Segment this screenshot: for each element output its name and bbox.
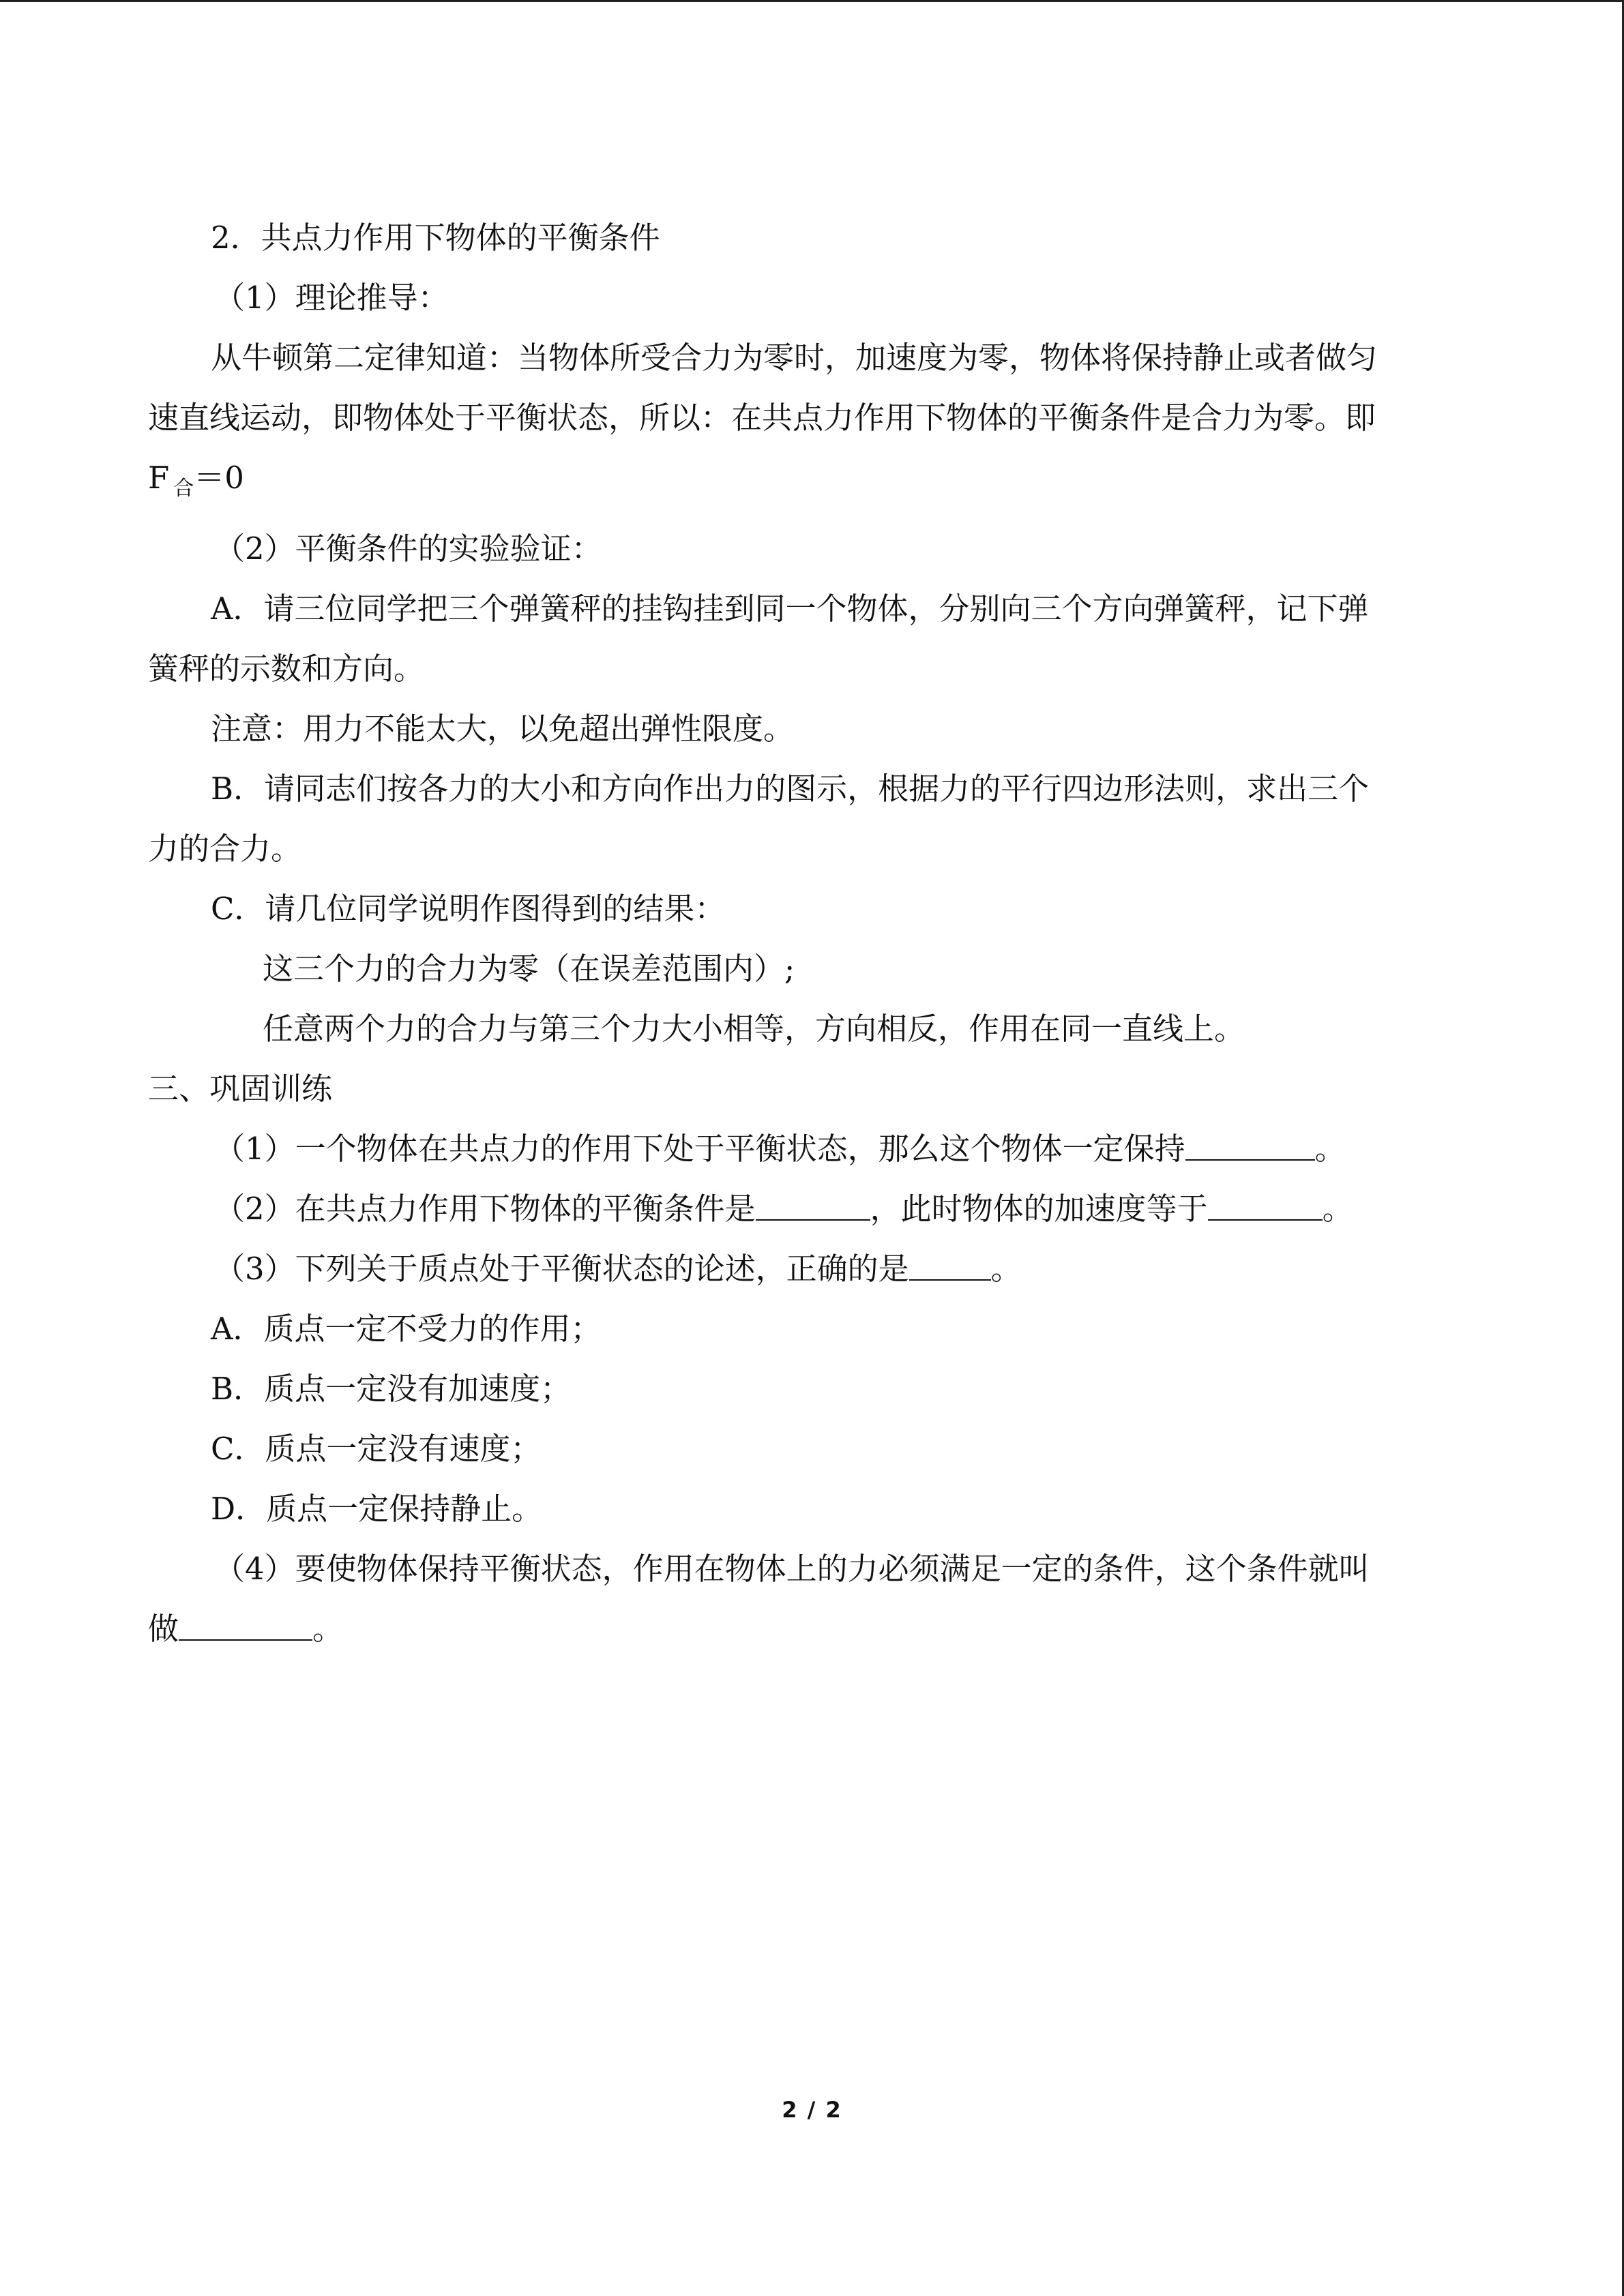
- option-d-text: D．质点一定保持静止。: [211, 1491, 543, 1527]
- question-3-option-a: [148, 1299, 1464, 1359]
- experiment-heading: [148, 519, 1464, 579]
- step-a-line-1-text: A．请三位同学把三个弹簧秤的挂钩挂到同一个物体，分别向三个方向弹簧秤，记下弹: [211, 591, 1369, 627]
- section-2-title: [148, 208, 1464, 268]
- result-1-text: 这三个力的合力为零（在误差范围内）;: [263, 951, 795, 987]
- question-4-blank: [179, 1613, 312, 1641]
- theory-heading: [148, 268, 1464, 328]
- theory-heading-text: （1）理论推导：: [214, 280, 449, 316]
- theory-line-2: [148, 388, 1464, 448]
- step-b-line-2-text: 力的合力。: [148, 831, 302, 867]
- section-2-title-text: 2．共点力作用下物体的平衡条件: [211, 220, 660, 256]
- step-a-line-2: [148, 639, 1464, 699]
- step-b-line-1-text: B．请同志们按各力的大小和方向作出力的图示，根据力的平行四边形法则，求出三个: [211, 771, 1370, 807]
- formula-f: F: [148, 460, 170, 496]
- question-2-mid-text: ，此时物体的加速度等于: [870, 1191, 1208, 1227]
- question-1-blank: [1185, 1133, 1315, 1161]
- section-3-title-text: 三、巩固训练: [148, 1071, 333, 1107]
- question-3: [148, 1239, 1464, 1299]
- step-b-line-1: [148, 759, 1464, 819]
- question-2-blank-2: [1208, 1193, 1323, 1221]
- formula-line: [148, 448, 1464, 519]
- result-line-2: [148, 999, 1464, 1059]
- question-3-option-d: [148, 1479, 1464, 1539]
- question-1-text: （1）一个物体在共点力的作用下处于平衡状态，那么这个物体一定保持: [214, 1131, 1185, 1167]
- question-4-line-2-text: 做: [148, 1611, 179, 1647]
- result-2-text: 任意两个力的合力与第三个力大小相等，方向相反，作用在同一直线上。: [263, 1011, 1245, 1047]
- step-a-line-2-text: 簧秤的示数和方向。: [148, 651, 425, 687]
- question-1-end: 。: [1314, 1131, 1346, 1167]
- theory-line-2-text: 速直线运动，即物体处于平衡状态，所以：在共点力作用下物体的平衡条件是合力为零。即: [148, 400, 1376, 436]
- step-a-line-1: [148, 579, 1464, 639]
- theory-line-1-text: 从牛顿第二定律知道：当物体所受合力为零时，加速度为零，物体将保持静止或者做匀: [211, 340, 1378, 376]
- question-4-end: 。: [312, 1611, 344, 1647]
- theory-line-1: [148, 328, 1464, 388]
- section-3-title: [148, 1059, 1464, 1119]
- note-line: [148, 699, 1464, 759]
- option-c-text: C．质点一定没有速度；: [211, 1431, 542, 1467]
- page-number: 2 / 2: [782, 2097, 842, 2123]
- question-4-line-1: [148, 1539, 1464, 1599]
- formula-equals-zero: ＝0: [194, 460, 244, 496]
- question-3-end: 。: [990, 1251, 1022, 1287]
- option-b-text: B．质点一定没有加速度；: [211, 1371, 572, 1407]
- question-3-blank: [909, 1253, 991, 1281]
- option-a-text: A．质点一定不受力的作用；: [211, 1311, 602, 1347]
- question-4-line-1-text: （4）要使物体保持平衡状态，作用在物体上的力必须满足一定的条件，这个条件就叫: [214, 1551, 1370, 1587]
- step-c-line: [148, 879, 1464, 939]
- question-3-option-b: [148, 1359, 1464, 1419]
- step-c-text: C．请几位同学说明作图得到的结果：: [211, 891, 726, 927]
- question-2-end: 。: [1322, 1191, 1353, 1227]
- note-text: 注意：用力不能太大，以免超出弹性限度。: [211, 711, 795, 747]
- question-3-text: （3）下列关于质点处于平衡状态的论述，正确的是: [214, 1251, 909, 1287]
- question-2: [148, 1179, 1464, 1239]
- result-line-1: [148, 939, 1464, 999]
- question-3-option-c: [148, 1419, 1464, 1479]
- question-2-text: （2）在共点力作用下物体的平衡条件是: [214, 1191, 756, 1227]
- question-1: [148, 1119, 1464, 1179]
- question-2-blank-1: [756, 1193, 870, 1221]
- experiment-heading-text: （2）平衡条件的实验验证：: [214, 531, 602, 567]
- formula-subscript: 合: [173, 477, 194, 501]
- document-body: [148, 208, 1464, 1659]
- question-4-line-2: [148, 1599, 1464, 1659]
- page-top-border: [0, 0, 1624, 2]
- step-b-line-2: [148, 819, 1464, 879]
